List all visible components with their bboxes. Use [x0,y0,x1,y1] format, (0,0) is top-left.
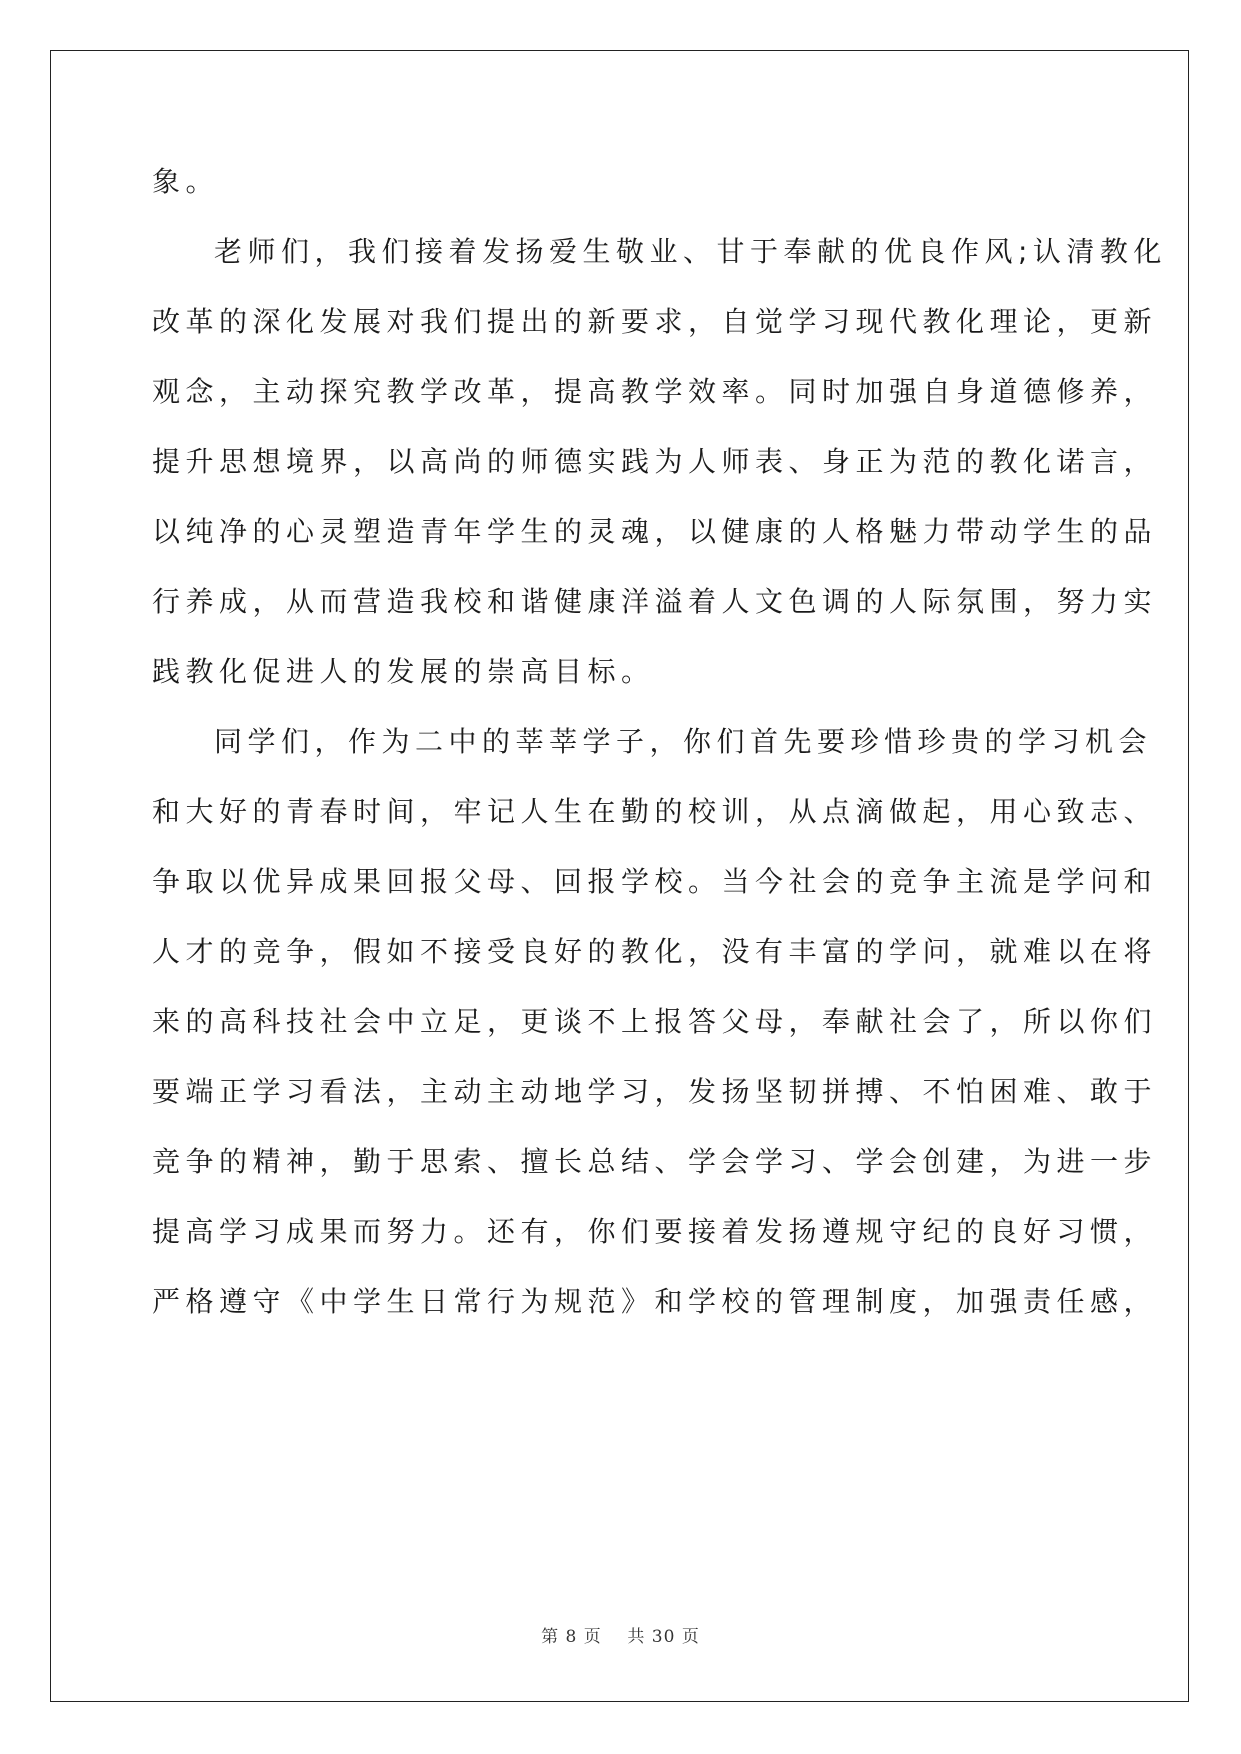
text-line: 观念，主动探究教学改革，提高教学效率。同时加强自身道德修养， [152,375,1158,408]
page-footer [0,1622,1241,1647]
text-line: 改革的深化发展对我们提出的新要求，自觉学习现代教化理论，更新 [152,305,1158,338]
paragraph-first-line: 同学们，作为二中的莘莘学子，你们首先要珍惜珍贵的学习机会 [214,725,1153,758]
text-line: 象。 [152,165,220,198]
text-line: 严格遵守《中学生日常行为规范》和学校的管理制度，加强责任感， [152,1285,1158,1318]
text-line: 提高学习成果而努力。还有，你们要接着发扬遵规守纪的良好习惯， [152,1215,1158,1248]
text-line: 以纯净的心灵塑造青年学生的灵魂，以健康的人格魅力带动学生的品 [152,515,1158,548]
text-line: 来的高科技社会中立足，更谈不上报答父母，奉献社会了，所以你们 [152,1005,1158,1038]
text-line: 提升思想境界，以高尚的师德实践为人师表、身正为范的教化诺言， [152,445,1158,478]
paragraph-first-line: 老师们，我们接着发扬爱生敬业、甘于奉献的优良作风;认清教化 [214,235,1167,268]
page-number: 第 8 页 [541,1627,602,1647]
page-total: 共 30 页 [627,1627,700,1647]
text-line: 要端正学习看法，主动主动地学习，发扬坚韧拼搏、不怕困难、敢于 [152,1075,1158,1108]
text-line: 行养成，从而营造我校和谐健康洋溢着人文色调的人际氛围，努力实 [152,585,1158,618]
text-line: 竞争的精神，勤于思索、擅长总结、学会学习、学会创建，为进一步 [152,1145,1158,1178]
text-line: 践教化促进人的发展的崇高目标。 [152,655,655,688]
text-line: 争取以优异成果回报父母、回报学校。当今社会的竞争主流是学问和 [152,865,1158,898]
text-line: 和大好的青春时间，牢记人生在勤的校训，从点滴做起，用心致志、 [152,795,1158,828]
text-line: 人才的竞争，假如不接受良好的教化，没有丰富的学问，就难以在将 [152,935,1158,968]
